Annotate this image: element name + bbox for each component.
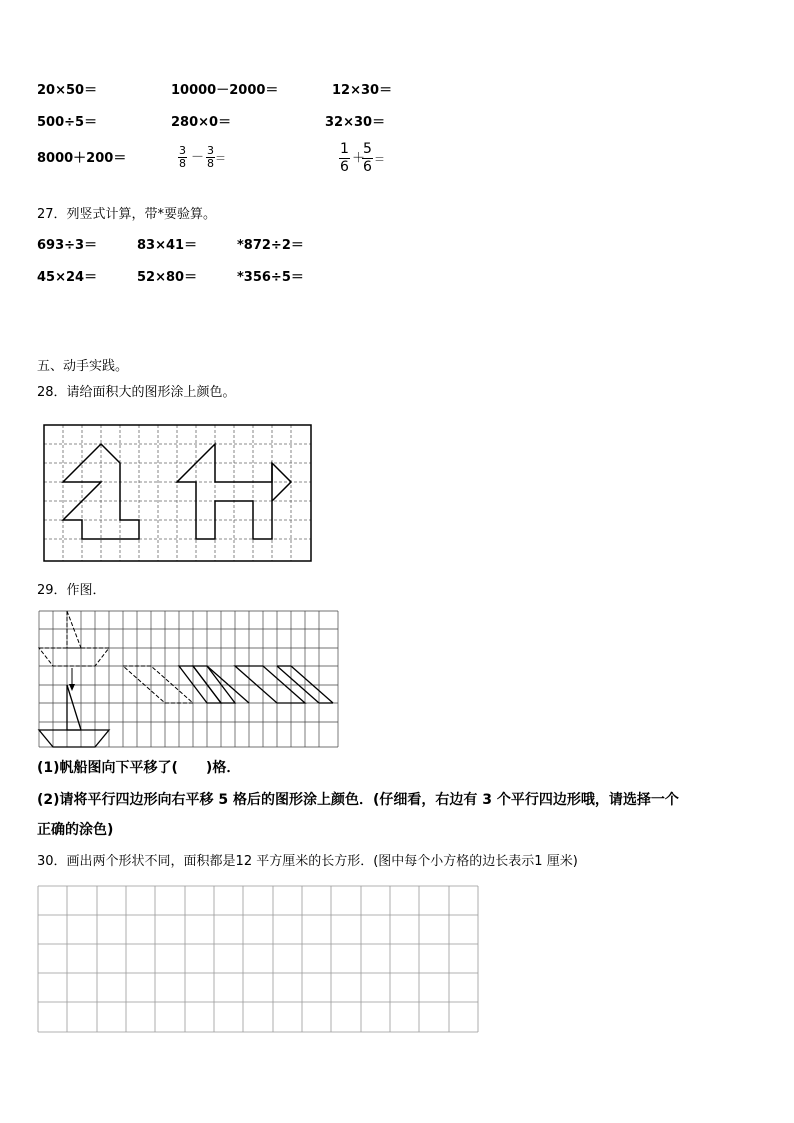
q29-sub2-line2: 正确的涂色)	[37, 822, 114, 838]
q30-title: 30．画出两个形状不同，面积都是12 平方厘米的长方形．(图中每个小方格的边长表示1 厘米)	[37, 854, 578, 869]
calc-r1-c2: 10000－2000＝	[171, 83, 279, 98]
q27-r2-c1: 45×24＝	[37, 270, 98, 285]
fraction-denominator: 8	[207, 157, 214, 170]
fraction-denominator: 6	[363, 159, 372, 175]
q28-title: 28．请给面积大的图形涂上颜色。	[37, 385, 236, 400]
operator: －	[191, 150, 205, 165]
equals: ＝	[215, 152, 226, 165]
q27-r2-c2: 52×80＝	[137, 270, 198, 285]
q29-sub2-line1: (2)请将平行四边形向右平移 5 格后的图形涂上颜色．(仔细看，右边有 3 个平行四边形哦，请选择一个	[37, 792, 679, 808]
calc-r1-c3: 12×30＝	[332, 83, 393, 98]
calc-r2-c2: 280×0＝	[171, 115, 232, 130]
q29-title: 29．作图．	[37, 583, 106, 598]
q27-r2-c3: *356÷5＝	[237, 270, 304, 285]
calc-r2-c1: 500÷5＝	[37, 115, 98, 130]
fraction-numerator: 3	[179, 144, 186, 157]
q27-title: 27．列竖式计算，带*要验算。	[37, 207, 217, 222]
calc-r2-c3: 32×30＝	[325, 115, 386, 130]
fraction-denominator: 8	[179, 157, 186, 170]
q27-r1-c3: *872÷2＝	[237, 238, 304, 253]
q29-sub1: (1)帆船图向下平移了( )格．	[37, 760, 241, 776]
section-heading: 五、动手实践。	[37, 359, 129, 374]
calc-r1-c1: 20×50＝	[37, 83, 98, 98]
fraction-numerator: 5	[363, 141, 372, 157]
equals: ＝	[374, 153, 385, 166]
q27-r1-c2: 83×41＝	[137, 238, 198, 253]
fraction-numerator: 1	[340, 141, 349, 157]
calc-r3-c1: 8000＋200＝	[37, 151, 127, 166]
q27-r1-c1: 693÷3＝	[37, 238, 98, 253]
fraction-numerator: 3	[207, 144, 214, 157]
fraction-denominator: 6	[340, 159, 349, 175]
operator: ＋	[352, 151, 366, 166]
